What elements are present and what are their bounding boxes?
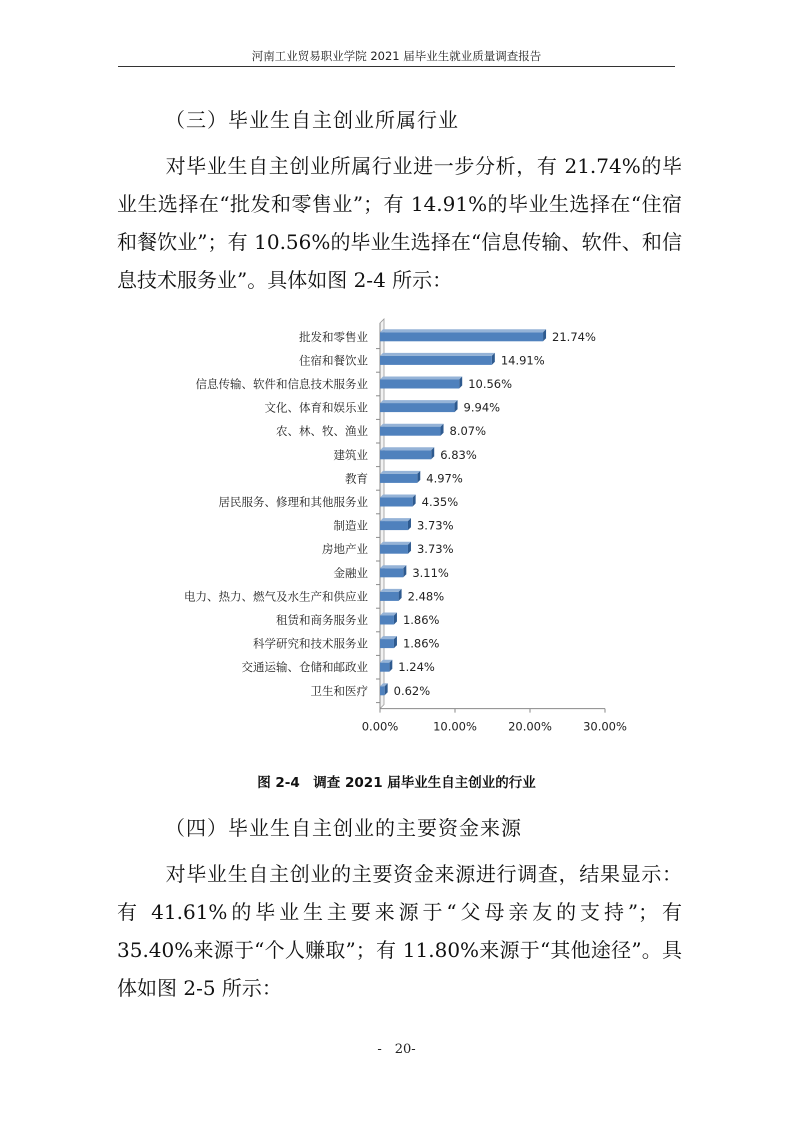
page-number: - 20-	[377, 1042, 416, 1057]
bar	[380, 616, 394, 625]
data-label: 4.35%	[421, 495, 459, 509]
category-label: 电力、热力、燃气及水生产和供应业	[184, 589, 368, 604]
bar	[380, 332, 543, 341]
bar	[380, 474, 417, 483]
bar-top-face	[380, 353, 495, 356]
category-label: 交通运输、仓储和邮政业	[241, 660, 368, 675]
section-heading-industry: （三）毕业生自主创业所属行业	[165, 108, 459, 132]
data-label: 4.97%	[426, 471, 463, 486]
data-label: 2.48%	[407, 589, 445, 604]
bar	[380, 403, 455, 412]
x-tick-label: 20.00%	[508, 719, 552, 734]
bar-top-face	[380, 377, 462, 380]
category-label: 房地产业	[322, 542, 368, 557]
data-label: 1.86%	[402, 636, 440, 651]
data-label: 6.83%	[440, 447, 477, 462]
x-tick-label: 10.00%	[433, 719, 477, 734]
data-label: 10.56%	[468, 377, 513, 391]
category-label: 建筑业	[333, 447, 368, 462]
bar	[380, 356, 492, 365]
bar-top-face	[380, 542, 411, 545]
x-tick-label: 30.00%	[583, 719, 627, 734]
category-label: 信息传输、软件和信息技术服务业	[195, 377, 368, 391]
x-tick-label: 0.00%	[361, 719, 399, 734]
category-label: 住宿和餐饮业	[299, 353, 368, 368]
data-label: 1.24%	[398, 660, 435, 675]
category-label: 金融业	[333, 565, 368, 580]
bar	[380, 686, 385, 695]
category-label: 农、林、牧、渔业	[276, 424, 368, 439]
category-label: 居民服务、修理和其他服务业	[218, 495, 368, 509]
bar	[380, 663, 389, 672]
data-label: 21.74%	[552, 329, 596, 344]
data-label: 3.11%	[412, 565, 449, 580]
bar	[380, 450, 431, 459]
bar	[380, 592, 399, 601]
bar-top-face	[380, 471, 420, 474]
page-header: 河南工业贸易职业学院 2021 届毕业生就业质量调查报告	[251, 49, 542, 63]
bar	[380, 498, 413, 507]
category-label: 批发和零售业	[299, 329, 368, 344]
bar-top-face	[380, 495, 416, 498]
data-label: 9.94%	[463, 400, 501, 415]
paragraph-funding-text: 对毕业生自主创业的主要资金来源进行调查，结果显示：有 41.61%的毕业生主要来源于“父母亲友的支持”；有 35.40%来源于“个人赚取”；有 11.80%来源于“其他途径”。具体如图 2-5 所示：	[117, 862, 682, 1000]
figure-caption: 图 2-4 调查 2021 届毕业生自主创业的行业	[257, 775, 536, 791]
bar-top-face	[380, 589, 402, 592]
category-label: 租赁和商务服务业	[276, 613, 368, 627]
bar-top-face	[380, 565, 406, 568]
data-label: 0.62%	[393, 683, 431, 698]
category-label: 科学研究和技术服务业	[253, 636, 368, 651]
bar-top-face	[380, 518, 411, 521]
data-label: 14.91%	[500, 353, 545, 368]
bar	[380, 427, 441, 436]
paragraph-industry-text: 对毕业生自主创业所属行业进一步分析，有 21.74%的毕业生选择在“批发和零售业”；有 14.91%的毕业生选择在“住宿和餐饮业”；有 10.56%的毕业生选择在“信息传输、软件、和信息技术服务业”。具体如图 2-4 所示：	[117, 154, 682, 292]
category-label: 卫生和医疗	[310, 683, 368, 698]
category-label: 文化、体育和娱乐业	[264, 400, 368, 415]
category-label: 制造业	[333, 518, 368, 533]
bar-top-face	[380, 400, 458, 403]
bar	[380, 521, 408, 530]
section-heading-funding: （四）毕业生自主创业的主要资金来源	[165, 816, 522, 840]
category-label: 教育	[345, 471, 368, 486]
bar	[380, 639, 394, 648]
paragraph-funding	[117, 855, 682, 1007]
data-label: 1.86%	[402, 613, 440, 627]
data-label: 8.07%	[449, 424, 487, 439]
data-label: 3.73%	[416, 518, 454, 533]
bar-top-face	[380, 329, 546, 332]
bar-top-face	[380, 424, 444, 427]
bar	[380, 568, 403, 577]
bar	[380, 380, 459, 389]
data-label: 3.73%	[416, 542, 454, 557]
bar-top-face	[380, 447, 434, 450]
industry-bar-chart	[150, 315, 630, 735]
header-rule	[118, 66, 675, 67]
bar	[380, 545, 408, 554]
paragraph-industry	[117, 147, 682, 299]
